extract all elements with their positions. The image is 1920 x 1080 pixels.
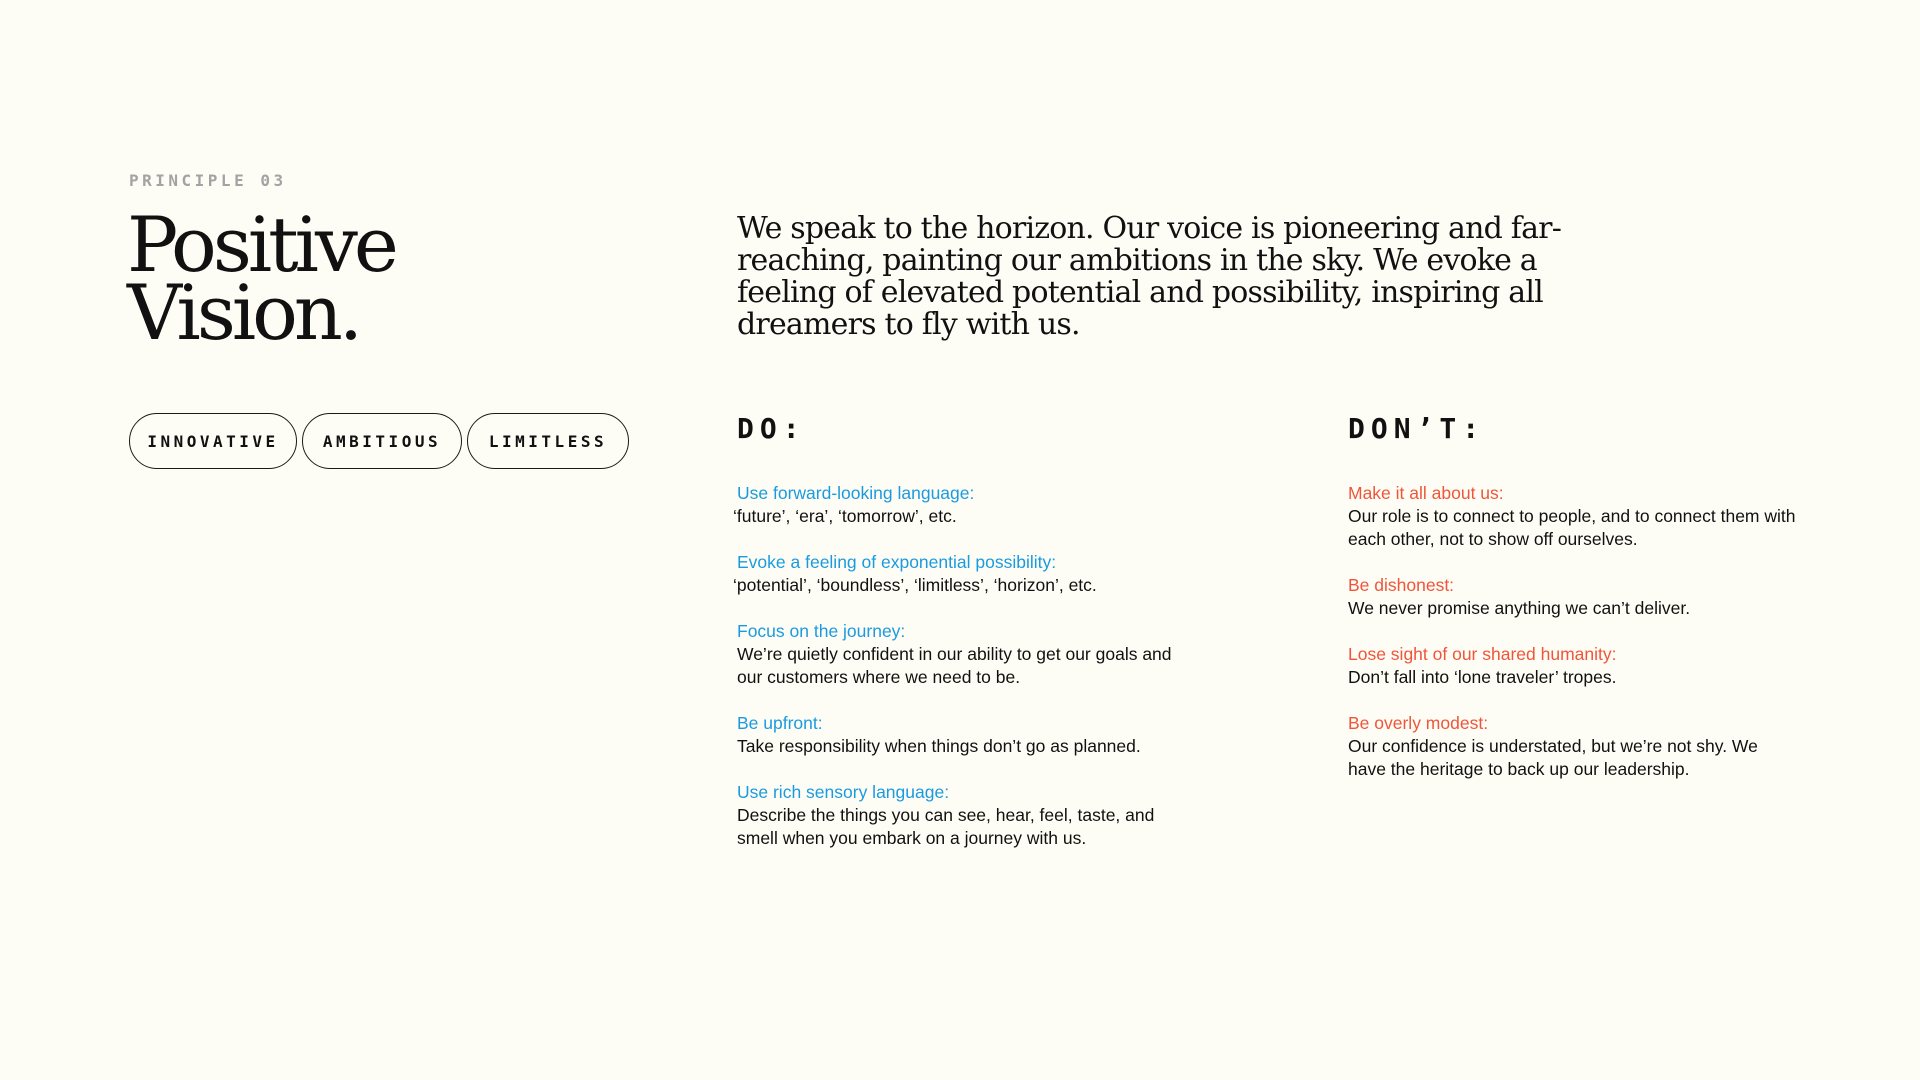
dont-item bbox=[1348, 574, 1828, 620]
dont-item-body: Our role is to connect to people, and to connect them with each other, not to show off ourselves. bbox=[1348, 506, 1796, 549]
page-title-line-2: Vision. bbox=[127, 268, 360, 357]
do-item-body: We’re quietly confident in our ability to get our goals and our customers where we need to be. bbox=[737, 644, 1172, 687]
do-item bbox=[733, 551, 1277, 597]
dont-item-body: Don’t fall into ‘lone traveler’ tropes. bbox=[1348, 667, 1617, 687]
dont-item bbox=[1348, 482, 1828, 551]
do-item bbox=[733, 482, 1277, 528]
chip-limitless[interactable]: LIMITLESS bbox=[467, 413, 629, 469]
do-item bbox=[737, 781, 1277, 850]
dont-item-title: Be dishonest: bbox=[1348, 575, 1455, 595]
do-item-title: Use rich sensory language: bbox=[737, 782, 950, 802]
eyebrow-label: PRINCIPLE 03 bbox=[129, 171, 287, 190]
dont-item bbox=[1348, 643, 1828, 689]
dont-column bbox=[1348, 412, 1828, 804]
do-item-body: ‘potential’, ‘boundless’, ‘limitless’, ‘horizon’, etc. bbox=[733, 575, 1097, 595]
do-item-body: Take responsibility when things don’t go as planned. bbox=[737, 736, 1141, 756]
do-heading: DO: bbox=[737, 412, 806, 445]
dont-item-title: Be overly modest: bbox=[1348, 713, 1489, 733]
do-item-title: Evoke a feeling of exponential possibility: bbox=[737, 552, 1057, 572]
dont-item bbox=[1348, 712, 1828, 781]
attribute-chips bbox=[129, 413, 629, 469]
dont-item-title: Make it all about us: bbox=[1348, 483, 1504, 503]
dont-item-body: We never promise anything we can’t deliver. bbox=[1348, 598, 1691, 618]
do-item bbox=[737, 712, 1277, 758]
do-item-title: Focus on the journey: bbox=[737, 621, 906, 641]
page-title bbox=[127, 200, 395, 357]
intro-paragraph: We speak to the horizon. Our voice is pioneering and far-reaching, painting our ambitions in the sky. We evoke a feeling of elevated potential and possibility, inspiring all dreamers to fly with us. bbox=[737, 211, 1562, 342]
dont-item-body: Our confidence is understated, but we’re not shy. We have the heritage to back up our leadership. bbox=[1348, 736, 1758, 779]
do-item-title: Be upfront: bbox=[737, 713, 823, 733]
page-title-line-1: Positive bbox=[127, 200, 395, 289]
chip-ambitious[interactable]: AMBITIOUS bbox=[302, 413, 462, 469]
do-column bbox=[733, 412, 1277, 873]
do-item-title: Use forward-looking language: bbox=[737, 483, 975, 503]
dont-item-title: Lose sight of our shared humanity: bbox=[1348, 644, 1617, 664]
do-item-body: Describe the things you can see, hear, feel, taste, and smell when you embark on a journey with us. bbox=[737, 805, 1155, 848]
do-item-body: ‘future’, ‘era’, ‘tomorrow’, etc. bbox=[733, 506, 957, 526]
chip-innovative[interactable]: INNOVATIVE bbox=[129, 413, 297, 469]
dont-heading: DON’T: bbox=[1348, 412, 1486, 445]
do-item bbox=[737, 620, 1277, 689]
